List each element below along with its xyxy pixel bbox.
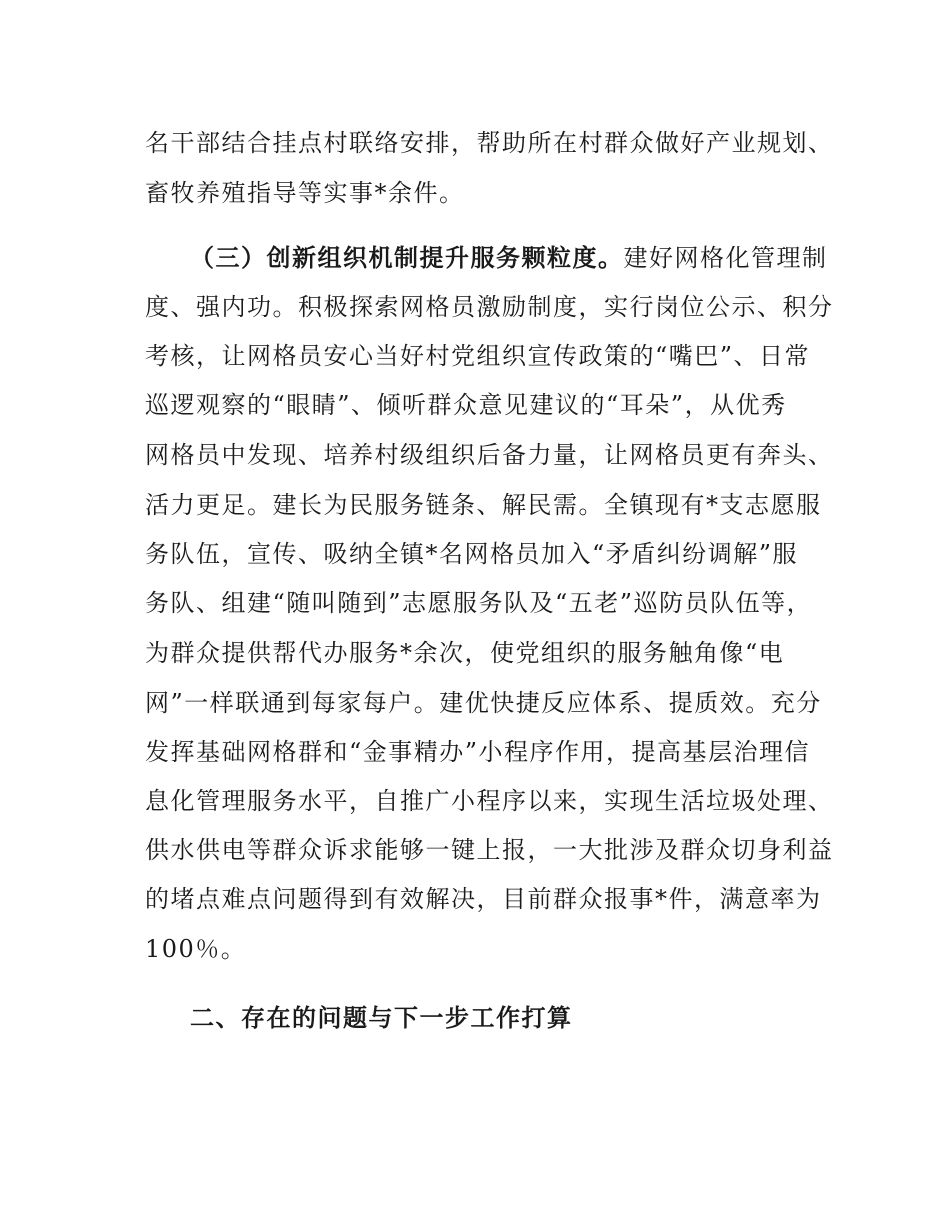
text-line: 务队伍，宣传、吸纳全镇*名网格员加入“矛盾纠纷调解”服 bbox=[145, 540, 799, 568]
subsection-heading: （三）创新组织机制提升服务颗粒度。 bbox=[190, 244, 624, 272]
text-line: 巡逻观察的“眼睛”、倾听群众意见建议的“耳朵”，从优秀 bbox=[145, 391, 787, 419]
text-line: 活力更足。建长为民服务链条、解民需。全镇现有*支志愿服 bbox=[145, 491, 822, 519]
text-line: 发挥基础网格群和“金事精办”小程序作用，提高基层治理信 bbox=[145, 738, 811, 766]
paragraph-lead-text: 建好网格化管理制 bbox=[623, 244, 828, 272]
text-line: 的堵点难点问题得到有效解决，目前群众报事*件，满意率为 bbox=[145, 885, 822, 913]
paragraph-lead-line bbox=[190, 243, 828, 273]
text-line: 网格员中发现、培养村级组织后备力量，让网格员更有奔头、 bbox=[145, 441, 834, 469]
text-line: 畜牧养殖指导等实事*余件。 bbox=[145, 179, 465, 207]
text-line: 度、强内功。积极探索网格员激励制度，实行岗位公示、积分 bbox=[145, 293, 834, 321]
text-line: 息化管理服务水平，自推广小程序以来，实现生活垃圾处理、 bbox=[145, 787, 834, 815]
text-line: 为群众提供帮代办服务*余次，使党组织的服务触角像“电 bbox=[145, 639, 785, 667]
text-line: 供水供电等群众诉求能够一键上报，一大批涉及群众切身利益 bbox=[145, 836, 834, 864]
text-line: 100％。 bbox=[145, 935, 247, 963]
text-line: 网”一样联通到每家每户。建优快捷反应体系、提质效。充分 bbox=[145, 689, 822, 717]
text-line: 名干部结合挂点村联络安排，帮助所在村群众做好产业规划、 bbox=[145, 129, 834, 157]
text-line: 考核，让网格员安心当好村党组织宣传政策的“嘴巴”、日常 bbox=[145, 342, 811, 370]
text-line: 务队、组建“随叫随到”志愿服务队及“五老”巡防员队伍等， bbox=[145, 589, 813, 617]
section-heading: 二、存在的问题与下一步工作打算 bbox=[190, 1004, 573, 1032]
